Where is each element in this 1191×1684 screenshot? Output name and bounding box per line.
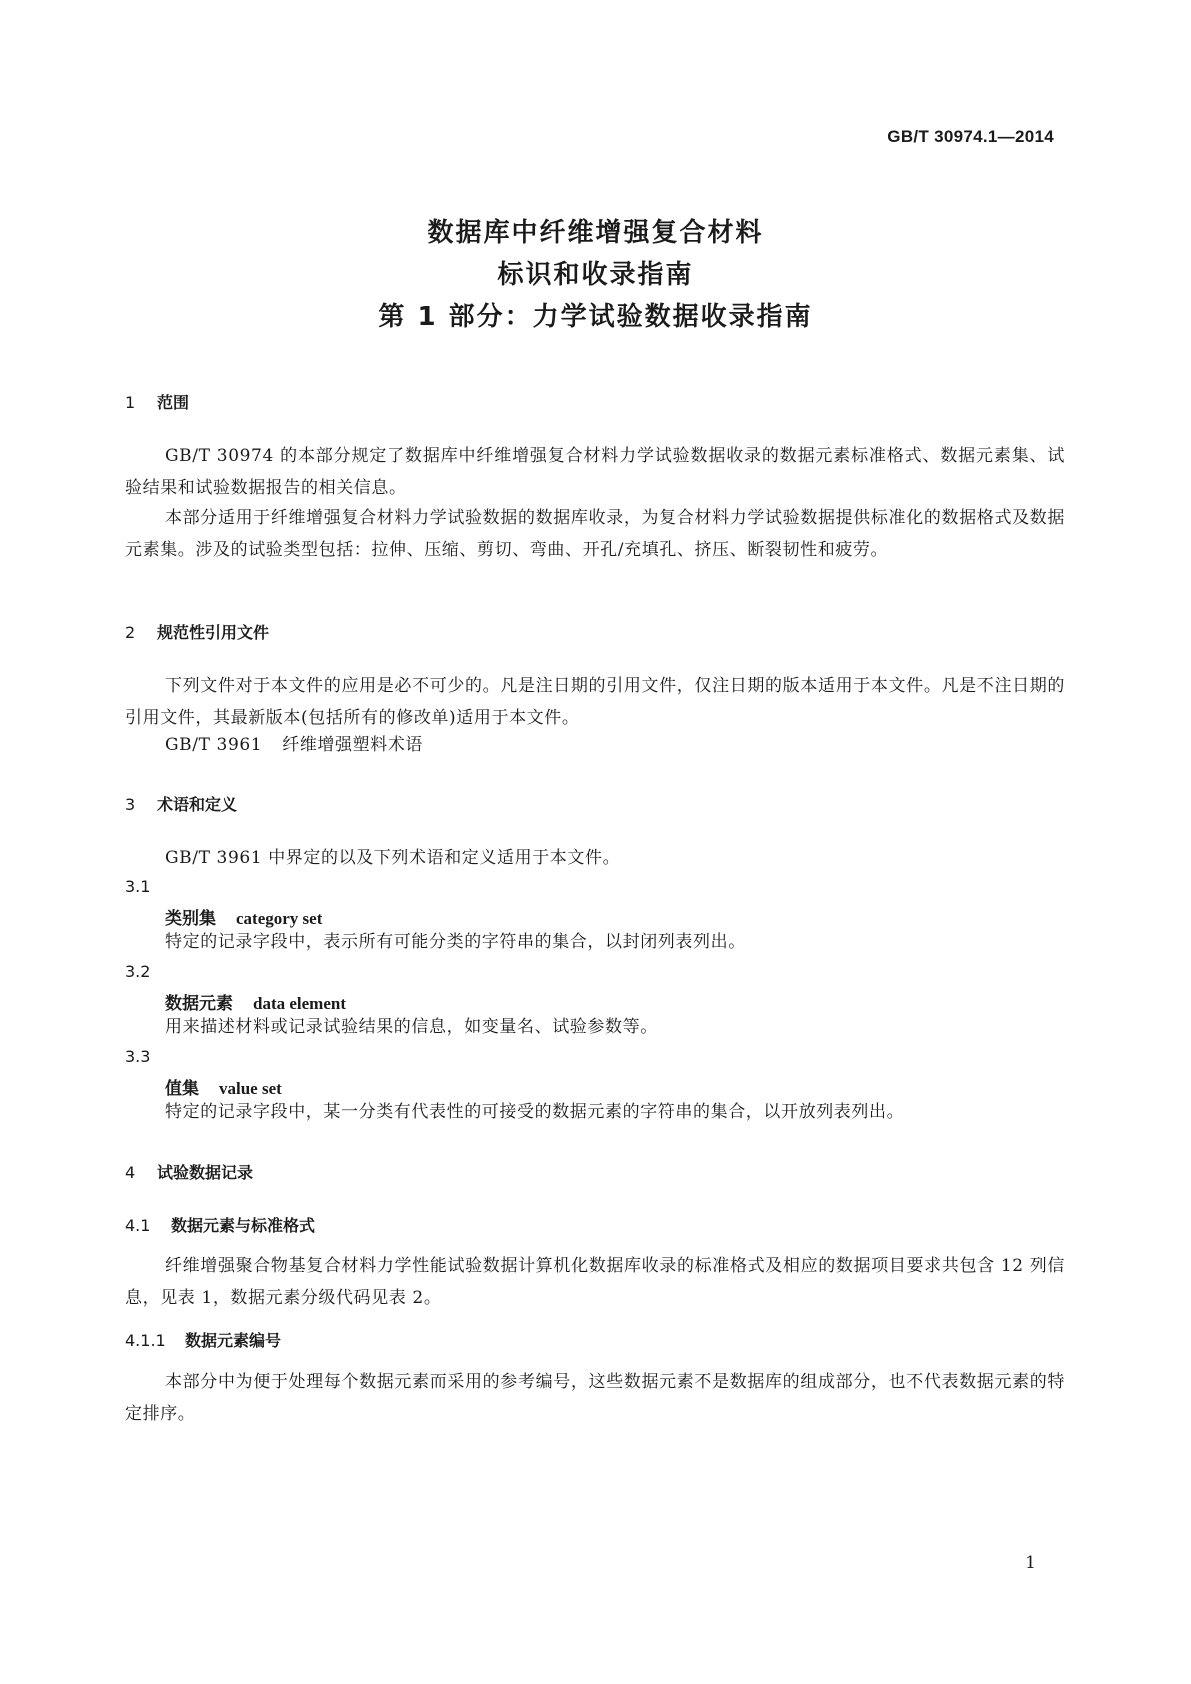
term-definition: 特定的记录字段中，表示所有可能分类的字符串的集合，以封闭列表列出。 — [165, 932, 746, 952]
section-3-heading — [125, 792, 237, 815]
term-zh: 数据元素 — [165, 994, 233, 1014]
section-number: 1 — [125, 393, 136, 412]
normative-reference — [165, 729, 423, 761]
section-number: 4 — [125, 1163, 136, 1182]
reference-title: 纤维增强塑料术语 — [282, 735, 424, 755]
term-en: category set — [236, 909, 323, 928]
section-2-paragraph-1: 下列文件对于本文件的应用是必不可少的。凡是注日期的引用文件，仅注日期的版本适用于本文件。凡是不注日期的引用文件，其最新版本(包括所有的修改单)适用于本文件。 — [125, 676, 1065, 728]
reference-code: GB/T 3961 — [165, 735, 263, 755]
section-1-paragraph-1: GB/T 30974 的本部分规定了数据库中纤维增强复合材料力学试验数据收录的数据元素标准格式、数据元素集、试验结果和试验数据报告的相关信息。 — [125, 446, 1065, 498]
term-definition: 特定的记录字段中，某一分类有代表性的可接受的数据元素的字符串的集合，以开放列表列出。 — [165, 1102, 905, 1122]
subsection-number: 4.1.1 — [125, 1331, 166, 1350]
term-zh: 类别集 — [165, 909, 216, 929]
page-number: 1 — [1025, 1553, 1036, 1573]
subsection-4-1-heading — [125, 1213, 315, 1236]
term-definition: 用来描述材料或记录试验结果的信息，如变量名、试验参数等。 — [165, 1017, 658, 1037]
section-3-intro: GB/T 3961 中界定的以及下列术语和定义适用于本文件。 — [165, 848, 621, 868]
section-1-heading — [125, 390, 189, 413]
section-title: 试验数据记录 — [157, 1163, 254, 1182]
subsection-4-1-1-paragraph: 本部分中为便于处理每个数据元素而采用的参考编号，这些数据元素不是数据库的组成部分，也不代表数据元素的特定排序。 — [125, 1372, 1065, 1424]
section-1-paragraph-2: 本部分适用于纤维增强复合材料力学试验数据的数据库收录，为复合材料力学试验数据提供标准化的数据格式及数据元素集。涉及的试验类型包括：拉伸、压缩、剪切、弯曲、开孔/充填孔、挤压、断裂韧性和疲劳。 — [125, 508, 1065, 560]
section-2-heading — [125, 620, 269, 643]
term-zh: 值集 — [165, 1079, 199, 1099]
section-number: 3 — [125, 795, 136, 814]
subsection-4-1-1-heading — [125, 1328, 281, 1351]
document-title-line-2: 标识和收录指南 — [497, 260, 694, 290]
standard-number: GB/T 30974.1—2014 — [887, 127, 1054, 146]
subsection-4-1-paragraph: 纤维增强聚合物基复合材料力学性能试验数据计算机化数据库收录的标准格式及相应的数据项目要求共包含 12 列信息，见表 1，数据元素分级代码见表 2。 — [125, 1256, 1065, 1308]
section-4-heading — [125, 1160, 253, 1183]
section-title: 规范性引用文件 — [157, 623, 270, 642]
term-number: 3.2 — [125, 962, 151, 981]
section-number: 2 — [125, 623, 136, 642]
term-number: 3.3 — [125, 1047, 151, 1066]
subsection-title: 数据元素与标准格式 — [171, 1216, 316, 1235]
term-en: value set — [219, 1079, 282, 1098]
document-title-line-1: 数据库中纤维增强复合材料 — [427, 218, 764, 248]
term-en: data element — [253, 994, 347, 1013]
subsection-title: 数据元素编号 — [185, 1331, 282, 1350]
subsection-number: 4.1 — [125, 1216, 151, 1235]
term-number: 3.1 — [125, 877, 151, 896]
section-title: 术语和定义 — [157, 795, 238, 814]
document-title-line-3: 第 1 部分：力学试验数据收录指南 — [378, 302, 813, 332]
section-title: 范围 — [157, 393, 190, 412]
